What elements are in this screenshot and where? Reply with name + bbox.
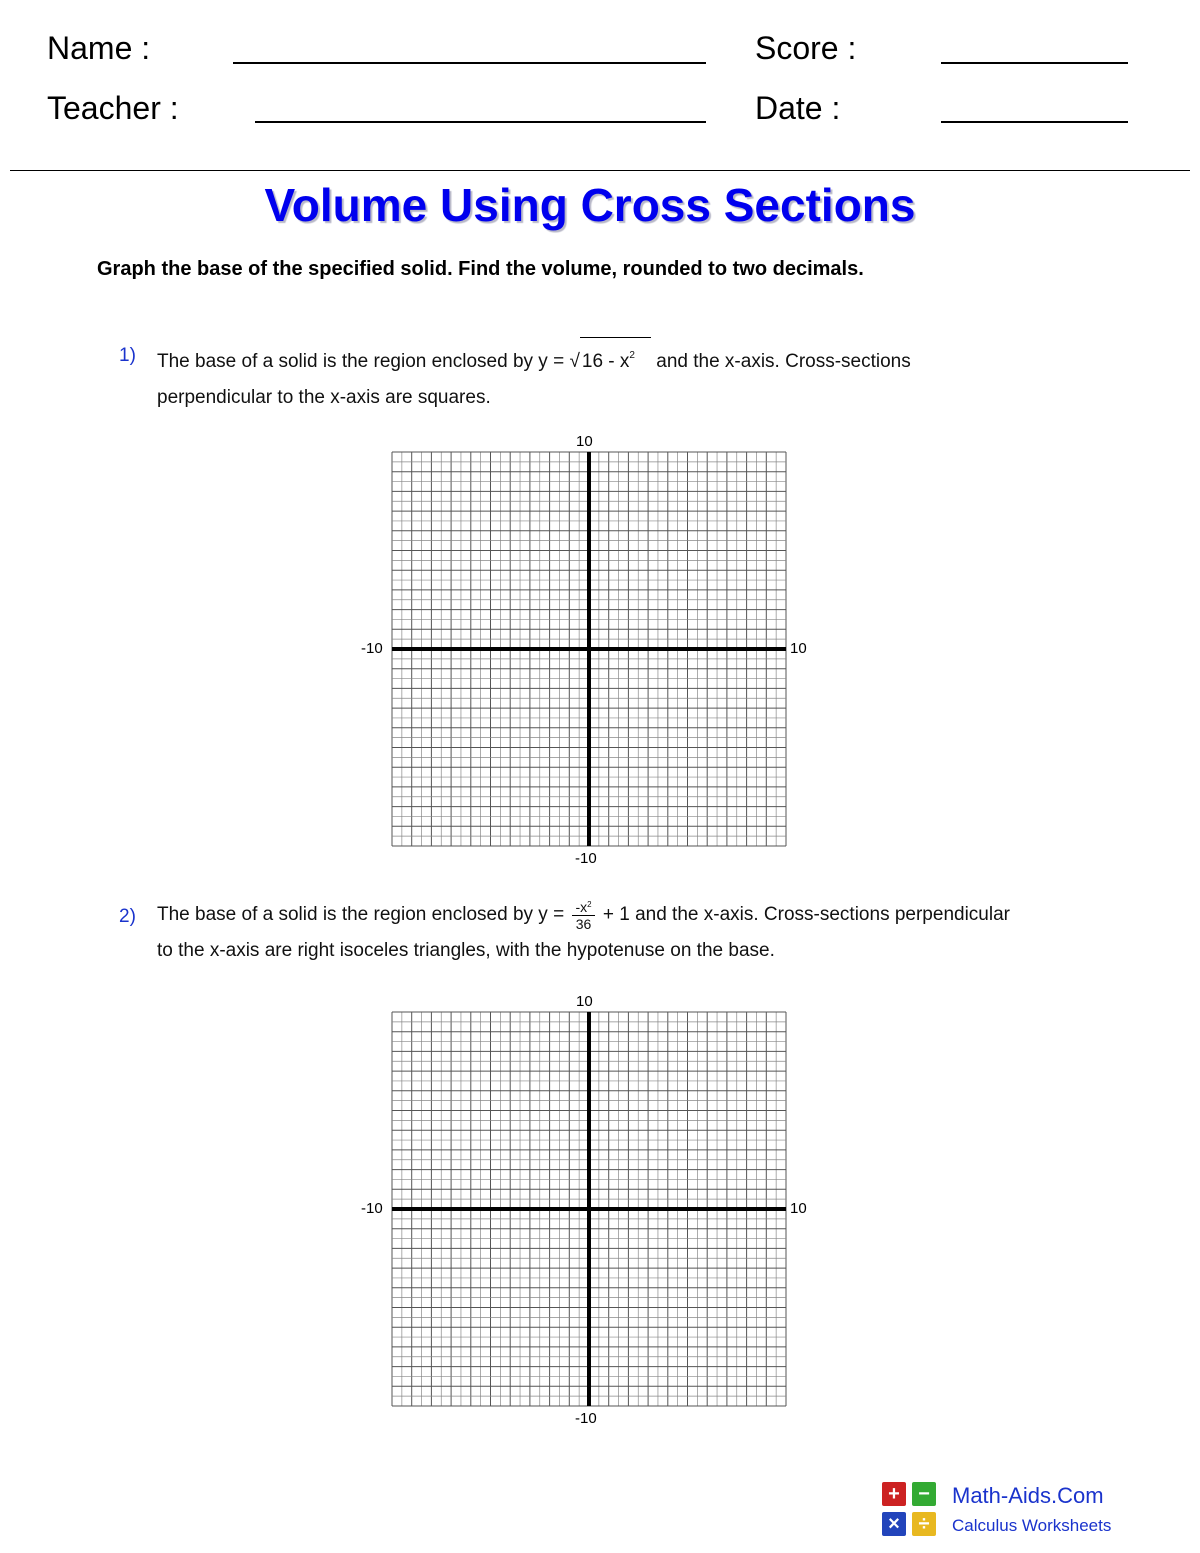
problem-1-exponent: 2	[629, 350, 635, 361]
divide-icon: ÷	[912, 1512, 936, 1536]
instructions: Graph the base of the specified solid. Find the volume, rounded to two decimals.	[97, 258, 864, 280]
problem-2-line1-post: + 1 and the x-axis. Cross-sections perpendicular	[602, 904, 1010, 925]
score-label: Score :	[755, 30, 857, 66]
graph-1-bottom-label: -10	[575, 850, 597, 867]
radical-sign-icon: √	[569, 351, 580, 372]
problem-1-number: 1)	[119, 345, 136, 366]
problem-1-sqrt	[569, 337, 651, 380]
name-field-line[interactable]	[233, 62, 706, 64]
header-divider	[10, 170, 1190, 171]
problem-1-line1-post: and the x-axis. Cross-sections	[656, 351, 911, 372]
graph-2-left-label: -10	[361, 1200, 383, 1217]
graph-1-top-label: 10	[576, 433, 593, 450]
plus-icon: +	[882, 1482, 906, 1506]
problem-1-radicand: 16 - x	[581, 351, 630, 372]
teacher-field-line[interactable]	[255, 121, 706, 123]
teacher-label: Teacher :	[47, 90, 179, 126]
graph-1-right-label: 10	[790, 640, 807, 657]
minus-icon: −	[912, 1482, 936, 1506]
graph-2-right-label: 10	[790, 1200, 807, 1217]
graph-1-grid[interactable]	[391, 451, 787, 847]
graph-2-bottom-label: -10	[575, 1410, 597, 1427]
problem-2-fraction	[572, 897, 594, 932]
page-title: Volume Using Cross Sections	[264, 179, 916, 231]
date-label: Date :	[755, 90, 841, 126]
times-icon: ×	[882, 1512, 906, 1536]
problem-2-number: 2)	[119, 906, 136, 927]
problem-2-line2: to the x-axis are right isoceles triangles, with the hypotenuse on the base.	[157, 940, 775, 961]
problem-2-frac-den: 36	[575, 916, 592, 933]
problem-1-line2: perpendicular to the x-axis are squares.	[157, 387, 491, 408]
problem-1-text	[157, 337, 911, 416]
problem-1-line1-pre: The base of a solid is the region enclosed by y =	[157, 351, 565, 372]
logo-brand: Math-Aids.Com	[952, 1483, 1104, 1508]
name-label: Name :	[47, 30, 151, 66]
problem-2-line1-pre: The base of a solid is the region enclosed by y =	[157, 904, 565, 925]
problem-2-frac-num: -x	[575, 899, 588, 916]
logo-subtitle: Calculus Worksheets	[952, 1516, 1112, 1535]
score-field-line[interactable]	[941, 62, 1128, 64]
graph-2-grid[interactable]	[391, 1011, 787, 1407]
date-field-line[interactable]	[941, 121, 1128, 123]
problem-2-text	[157, 897, 1010, 969]
graph-1-left-label: -10	[361, 640, 383, 657]
problem-2-frac-exp: 2	[587, 900, 592, 910]
graph-2-top-label: 10	[576, 993, 593, 1010]
